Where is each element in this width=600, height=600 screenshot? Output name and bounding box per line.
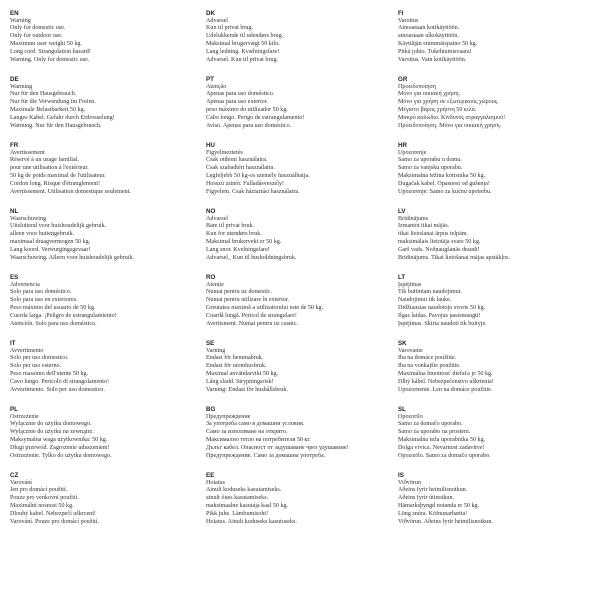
warning-text-line: pour une utilisation à l'extérieur. xyxy=(10,165,89,172)
warning-text-line: Długi przewód. Zagrożenie uduszeniem! xyxy=(10,444,110,451)
warning-text-line: Viðvörun. Aðeins fyrir heimilisnotkun. xyxy=(398,518,493,525)
warning-text-line: Cabo longo. Perigo de estrangulamento! xyxy=(206,114,305,121)
warning-text-line: Upozornenie. Len na domáce použitie. xyxy=(398,386,493,393)
warning-text-line: Atención. Solo para uso doméstico. xyxy=(10,320,97,327)
warning-text-line: Samo za vanjsku uporabu. xyxy=(398,165,463,172)
warning-text-line: Peso massimo dell'utente 50 kg. xyxy=(10,370,89,377)
warning-text-line: Dolga vrvica. Nevarnost zadavitve! xyxy=(398,444,485,451)
language-code: NO xyxy=(206,208,216,215)
warning-text-line: Cavo lungo. Pericolo di strangolamento! xyxy=(10,378,110,385)
warning-text-line: Réservé à un usage familial. xyxy=(10,157,79,164)
warning-text-line: Varování. Pouze pro domácí použití. xyxy=(10,518,100,525)
warning-text-line: Samo za domačo uporabo. xyxy=(398,421,463,428)
warning-text-line: Wyłącznie do użytku na zewnątrz. xyxy=(10,429,94,436)
warning-text-line: Aðeins fyrir útinotkun. xyxy=(398,495,455,502)
warning-text-line: Only for outdoor use. xyxy=(10,33,63,40)
warning-text-line: Käyttäjän enimmäispaino 50 kg. xyxy=(398,40,478,47)
warning-text-line: Ilgas laidas. Pavojus pasismaugti! xyxy=(398,312,481,319)
warning-text-line: Hosszú zsinór. Fulladásveszély! xyxy=(206,180,285,187)
language-code: DK xyxy=(206,10,215,17)
warning-text-line: Lang snor. Kvelningsfare! xyxy=(206,246,270,253)
warning-text-line: Avertissement. Utilisation domestique seulement. xyxy=(10,188,131,195)
language-block-fi xyxy=(398,10,588,76)
warning-text-line: Само за използване на открито. xyxy=(206,429,288,436)
warning-text-line: Uitsluitend voor huishoudelijk gebruik. xyxy=(10,223,107,230)
warning-text-line: Samo za uporabu u domu. xyxy=(398,157,462,164)
language-block-ro xyxy=(206,274,396,340)
language-code: PL xyxy=(10,406,18,413)
warning-text-line: Pouze pro venkovní použití. xyxy=(10,495,79,502)
warning-heading: Warnung xyxy=(10,83,33,90)
warning-text-line: Solo per uso domestico. xyxy=(10,355,69,362)
language-block-sk xyxy=(398,340,588,406)
warning-text-line: peso máximo do utilizador 50 kg. xyxy=(206,106,288,113)
warning-heading: Atenție xyxy=(206,281,224,288)
warning-text-line: Iba na vonkajšie použitie. xyxy=(398,363,461,370)
language-code: LV xyxy=(398,208,406,215)
warning-heading: Προειδοποίηση xyxy=(398,83,437,90)
language-code: BG xyxy=(206,406,216,413)
warning-text-line: Jen pro domácí použití. xyxy=(10,487,68,494)
language-code: HR xyxy=(398,142,407,149)
warning-text-line: Löng snúra. Köfnunarhætta! xyxy=(398,510,468,517)
warning-text-line: Warnung. Nur für den Hausgebrauch. xyxy=(10,122,102,129)
warning-heading: Upozorenje xyxy=(398,149,427,156)
warning-text-line: Lång sladd. Strypningsrisk! xyxy=(206,378,274,385)
language-code: FR xyxy=(10,142,19,149)
language-block-bg xyxy=(206,406,396,472)
warning-text-line: Didžiausias naudotojo svoris 50 kg. xyxy=(398,304,486,311)
language-block-gr xyxy=(398,76,588,142)
warning-heading: Advarsel xyxy=(206,17,228,24)
warning-text-line: Samo za uporabo na prostem. xyxy=(398,429,471,436)
warning-text-line: Solo para uso en exteriores. xyxy=(10,297,78,304)
language-code: NL xyxy=(10,208,19,215)
warning-text-line: Apenas para uso doméstico. xyxy=(206,91,275,98)
language-block-no xyxy=(206,208,396,274)
language-block-lt xyxy=(398,274,588,340)
warning-heading: Įspėjimas xyxy=(398,281,422,288)
language-code: RO xyxy=(206,274,216,281)
warning-text-line: Ainult koduseks kasutamiseks. xyxy=(206,487,282,494)
warning-text-line: Μακρύ καλώδιο. Κίνδυνος στραγγαλισμού! xyxy=(398,114,506,121)
warning-text-line: Langes Kabel. Gefahr durch Erdrosselung! xyxy=(10,114,115,121)
language-block-dk xyxy=(206,10,396,76)
warning-text-line: Tik buitiniam naudojimui. xyxy=(398,289,462,296)
warning-text-line: maksimaalne kasutaja kaal 50 kg. xyxy=(206,502,289,509)
warning-text-line: Hoiatus. Ainult koduseks kasutuseks. xyxy=(206,518,297,525)
warning-text-line: Advarsel. Kun til privat brug. xyxy=(206,56,279,63)
warning-text-line: Nur für die Verwendung im Freien. xyxy=(10,99,96,106)
warning-text-line: Apenas para uso exterior. xyxy=(206,99,268,106)
warning-text-line: Kun til privat brug. xyxy=(206,25,254,32)
language-block-ee xyxy=(206,472,396,538)
warning-text-line: Pikk juhe. Lämbumisoht! xyxy=(206,510,269,517)
language-block-de xyxy=(10,76,200,142)
warning-text-line: Μόνο για χρήση σε εξωτερικούς χώρους. xyxy=(398,99,499,106)
warning-heading: Waarschuwing xyxy=(10,215,47,222)
warning-text-line: Максимално тегло на потребителя 50 кг. xyxy=(206,436,311,443)
warning-text-line: Warning. Only for domestic use. xyxy=(10,56,90,63)
language-code: EN xyxy=(10,10,19,17)
warning-text-line: Endast för utomhusbruk. xyxy=(206,363,267,370)
warning-text-line: Bare til privat bruk. xyxy=(206,223,255,230)
warning-text-line: Pitkä johto. Tukehtumisvaara! xyxy=(398,48,472,55)
language-block-it xyxy=(10,340,200,406)
language-code: CZ xyxy=(10,472,19,479)
warning-heading: Viðvörun xyxy=(398,479,421,486)
warning-text-line: Varoitus. Vain kotikäyttöön. xyxy=(398,56,467,63)
warning-text-line: Wyłącznie do użytku domowego. xyxy=(10,421,92,428)
warning-text-line: Įspėjimas. Skirta naudoti tik buityje. xyxy=(398,320,487,327)
language-code: FI xyxy=(398,10,404,17)
warning-heading: Brīdinājums xyxy=(398,215,429,222)
language-code: SK xyxy=(398,340,407,347)
warning-text-line: Izmantot tikai mājās. xyxy=(398,223,450,230)
warning-text-line: Maksimal brukervekt er 50 kg. xyxy=(206,238,282,245)
language-code: DE xyxy=(10,76,19,83)
warning-text-line: Avertisment. Numai pentru uz casnic. xyxy=(206,320,298,327)
warning-text-line: ainult õues kasutamiseks. xyxy=(206,495,269,502)
warning-text-line: Opozorilo. Samo za domačo uporabo. xyxy=(398,452,491,459)
language-block-en xyxy=(10,10,200,76)
warning-text-line: alleen voor buitengebruik. xyxy=(10,231,75,238)
warning-text-line: За употреба само в домашни условия. xyxy=(206,421,305,428)
language-code: GR xyxy=(398,76,408,83)
warning-text-line: Udelukkende til udendørs brug. xyxy=(206,33,284,40)
warning-heading: Varování xyxy=(10,479,32,486)
warning-text-line: Garš vads. Nožņaugšanās draudi! xyxy=(398,246,480,253)
language-block-is xyxy=(398,472,588,538)
warning-text-line: Aðeins fyrir heimilisnotkun. xyxy=(398,487,468,494)
warning-text-line: Iba na domáce použitie. xyxy=(398,355,457,362)
language-column-1 xyxy=(10,10,200,538)
language-code: SE xyxy=(206,340,215,347)
warning-text-line: Lang ledning. Kvælningsfare! xyxy=(206,48,280,55)
warning-text-line: Kun for utendørs bruk. xyxy=(206,231,262,238)
warning-text-line: Brīdinājums. Tikai lietošanai mājas apstākļos. xyxy=(398,254,511,261)
warning-text-line: Coardă lungă. Pericol de strangulare! xyxy=(206,312,297,319)
warning-text-line: Дълъг кабел. Опасност от задушаване чрез удушаване! xyxy=(206,444,349,451)
language-block-nl xyxy=(10,208,200,274)
warning-heading: Opozorilo xyxy=(398,413,423,420)
warning-text-line: Peso máximo del usuario de 50 kg. xyxy=(10,304,96,311)
warning-heading: Hoiatus xyxy=(206,479,225,486)
warning-text-line: Long cord. Strangulation hazard! xyxy=(10,48,91,55)
warning-text-line: Προειδοποίηση. Μόνο για οικιακή χρήση. xyxy=(398,122,502,129)
language-block-fr xyxy=(10,142,200,208)
warning-text-line: Avvertimento. Solo per uso domestico. xyxy=(10,386,106,393)
language-code: PT xyxy=(206,76,214,83)
warning-text-line: Ainoastaan kotikäyttöön. xyxy=(398,25,460,32)
warning-text-line: maksimālais lietotāja svars 50 kg. xyxy=(398,238,481,245)
warning-text-line: Cuerda larga. ¡Peligro de estrangulamiento! xyxy=(10,312,117,319)
language-block-lv xyxy=(398,208,588,274)
warning-heading: Warning xyxy=(10,17,31,24)
warning-text-line: Maximale Belastbarkeit 50 kg. xyxy=(10,106,86,113)
warning-heading: Atenção xyxy=(206,83,227,90)
warning-text-line: Csak szabadtéri használatra. xyxy=(206,165,275,172)
warning-text-line: Upozorenje: Samo za kućnu upotrebu. xyxy=(398,188,492,195)
language-column-3 xyxy=(398,10,588,538)
warning-text-line: Maximální nosnost 50 kg. xyxy=(10,502,74,509)
warning-text-line: Varning: Endast för hushållsbruk. xyxy=(206,386,288,393)
warning-text-line: Maksimal brugervægt 50 kilo. xyxy=(206,40,280,47)
warning-heading: Figyelmeztetés xyxy=(206,149,243,156)
warning-heading: Avertissement xyxy=(10,149,45,156)
warning-text-line: Aviso. Apenas para uso doméstico. xyxy=(206,122,292,129)
warning-text-line: Maksimalna težina korisnika 50 kg. xyxy=(398,172,486,179)
language-block-hu xyxy=(206,142,396,208)
warning-heading: Предупреждение xyxy=(206,413,251,420)
warning-text-line: Cordon long. Risque d'étranglement! xyxy=(10,180,101,187)
warning-text-line: Figyelem. Csak háztartási használatra. xyxy=(206,188,300,195)
warning-heading: Advarsel xyxy=(206,215,228,222)
language-code: SL xyxy=(398,406,406,413)
warning-text-line: Solo para uso doméstico. xyxy=(10,289,72,296)
warning-text-line: Dlhý kábel. Nebezpečenstvo uškrtenia! xyxy=(398,378,494,385)
warning-text-line: Maximal användarvikt 50 kg. xyxy=(206,370,279,377)
warning-text-line: Hámarksþyngd notanda er 50 kg. xyxy=(398,502,480,509)
language-block-pl xyxy=(10,406,200,472)
warning-text-line: Legfeljebb 50 kg-os személy használhatja. xyxy=(206,172,310,179)
warning-text-line: Maximum user weight 50 kg. xyxy=(10,40,82,47)
warning-heading: Varoitus xyxy=(398,17,419,24)
language-code: EE xyxy=(206,472,215,479)
language-code: HU xyxy=(206,142,215,149)
warning-text-line: 50 kg de poids maximal de l'utilisateur. xyxy=(10,172,106,179)
language-code: IT xyxy=(10,340,16,347)
language-code: LT xyxy=(398,274,406,281)
warning-heading: Varning xyxy=(206,347,226,354)
warning-text-line: Maksimalna teža uporabnika 50 kg. xyxy=(398,436,486,443)
warning-text-line: Csak otthoni használatra. xyxy=(206,157,268,164)
warning-text-line: Numai pentru uz domestic. xyxy=(206,289,272,296)
warning-text-line: Μόνο για οικιακή χρήση. xyxy=(398,91,461,98)
warning-text-line: Advarsel_ Kun til husholdningsbruk. xyxy=(206,254,297,261)
warning-text-line: Numai pentru utilizare în exterior. xyxy=(206,297,290,304)
warning-heading: Ostrzeżenie xyxy=(10,413,39,420)
warning-text-line: Endast för hemmabruk. xyxy=(206,355,264,362)
warning-text-line: Nur für den Hausgebrauch. xyxy=(10,91,77,98)
warning-text-line: maximaal draagvermogen 50 kg. xyxy=(10,238,91,245)
language-block-es xyxy=(10,274,200,340)
warning-text-line: Only for domestic use. xyxy=(10,25,66,32)
language-block-cz xyxy=(10,472,200,538)
language-block-sl xyxy=(398,406,588,472)
language-block-hr xyxy=(398,142,588,208)
warning-text-line: Maksymalna waga użytkownika: 50 kg. xyxy=(10,436,108,443)
warning-heading: Advertencia xyxy=(10,281,40,288)
warning-text-line: Dugačak kabel. Opasnost od gušenja! xyxy=(398,180,490,187)
warning-text-line: Предупреждение. Само за домашна употреба. xyxy=(206,452,326,459)
language-code: IS xyxy=(398,472,404,479)
warning-heading: Varovanie xyxy=(398,347,423,354)
warning-text-line: Solo per uso esterno. xyxy=(10,363,62,370)
language-code: ES xyxy=(10,274,19,281)
warning-text-line: Lang koord. Verwurgingsgevaar! xyxy=(10,246,91,253)
warning-text-line: ainoastaan ulkokäyttöön. xyxy=(398,33,459,40)
warning-text-line: Waarschuwing. Alleen voor huishoudelijk gebruik. xyxy=(10,254,135,261)
warning-text-line: Ostrzeżenie. Tylko do użytku domowego. xyxy=(10,452,112,459)
warning-text-line: Μέγιστο βάρος χρήστη 50 κιλά. xyxy=(398,106,477,113)
warning-text-line: Naudojimui tik lauke. xyxy=(398,297,452,304)
warning-heading: Avvertimento xyxy=(10,347,44,354)
language-block-se xyxy=(206,340,396,406)
language-column-2 xyxy=(206,10,396,538)
warning-text-line: Maximálna hmotnosť diefaťa je 50 kg. xyxy=(398,370,493,377)
warning-text-line: tikai lietošanai ārpus telpām. xyxy=(398,231,469,238)
warning-text-line: Greutatea maximă a utilizatorului este de 50 kg. xyxy=(206,304,324,311)
warning-text-line: Dlouhý kabel. Nebezpečí uškrcení! xyxy=(10,510,96,517)
language-block-pt xyxy=(206,76,396,142)
